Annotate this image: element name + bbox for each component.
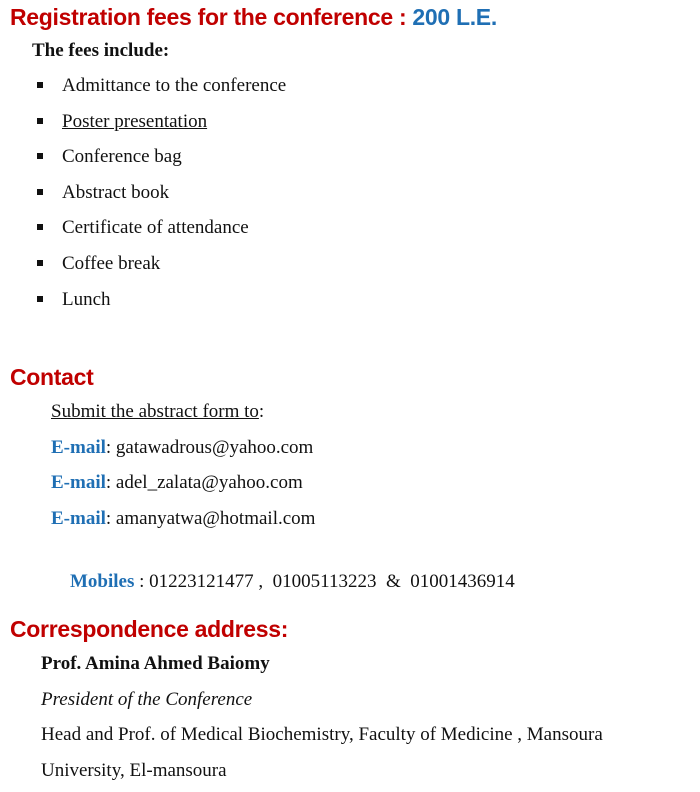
email-line	[51, 505, 515, 541]
fee-item-certificate	[0, 214, 286, 250]
fee-item-poster	[0, 108, 286, 144]
square-bullet-icon	[37, 260, 43, 266]
square-bullet-icon	[37, 82, 43, 88]
square-bullet-icon	[37, 118, 43, 124]
fee-item-label: Abstract book	[62, 181, 170, 203]
fee-item-bag	[0, 143, 286, 179]
registration-fee-amount: 200 L.E.	[412, 4, 497, 30]
fee-item-lunch	[0, 286, 286, 322]
registration-heading	[10, 4, 497, 31]
email-separator: :	[105, 436, 116, 458]
fee-item-label: Poster presentation	[62, 110, 208, 132]
contact-heading: Contact	[10, 364, 94, 390]
email-label: E-mail	[51, 436, 106, 458]
correspondence-heading: Correspondence address:	[10, 616, 289, 642]
email-separator: :	[105, 507, 116, 529]
email-label: E-mail	[51, 507, 106, 529]
fee-item-coffee-break	[0, 250, 286, 286]
fees-include-label: The fees include:	[32, 40, 170, 61]
fee-item-label: Lunch	[62, 288, 111, 310]
fee-item-label: Certificate of attendance	[62, 217, 249, 239]
email-address[interactable]: amanyatwa@hotmail.com	[115, 507, 316, 529]
fee-item-label: Admittance to the conference	[62, 75, 287, 96]
email-address[interactable]: gatawadrous@yahoo.com	[115, 436, 314, 458]
address-line-2: University, El-mansoura	[41, 759, 227, 781]
address-block	[41, 650, 691, 792]
email-line	[51, 434, 515, 470]
fee-list	[0, 72, 286, 321]
fee-item-abstract-book	[0, 179, 286, 215]
submit-abstract-text: Submit the abstract form to	[51, 401, 259, 422]
fee-item-admittance	[0, 72, 286, 108]
email-address[interactable]: adel_zalata@yahoo.com	[115, 472, 303, 494]
contact-block	[51, 398, 515, 593]
mobiles-value: : 01223121477 , 01005113223 & 01001436914	[134, 571, 515, 593]
fee-item-label: Coffee break	[62, 252, 161, 274]
mobiles-label: Mobiles	[70, 571, 135, 593]
submit-abstract-line	[51, 398, 515, 434]
square-bullet-icon	[37, 296, 43, 302]
email-label: E-mail	[51, 472, 106, 494]
contact-person-role: President of the Conference	[41, 688, 253, 710]
email-line	[51, 469, 515, 505]
address-line-1: Head and Prof. of Medical Biochemistry, Faculty of Medicine , Mansoura	[41, 724, 603, 746]
submit-abstract-colon: :	[258, 401, 265, 422]
contact-person-name: Prof. Amina Ahmed Baiomy	[41, 653, 270, 674]
fee-item-label: Conference bag	[62, 146, 182, 168]
mobiles-line	[51, 540, 515, 593]
square-bullet-icon	[37, 189, 43, 195]
email-separator: :	[105, 472, 116, 494]
square-bullet-icon	[37, 153, 43, 159]
square-bullet-icon	[37, 224, 43, 230]
registration-heading-label: Registration fees for the conference :	[10, 4, 407, 30]
